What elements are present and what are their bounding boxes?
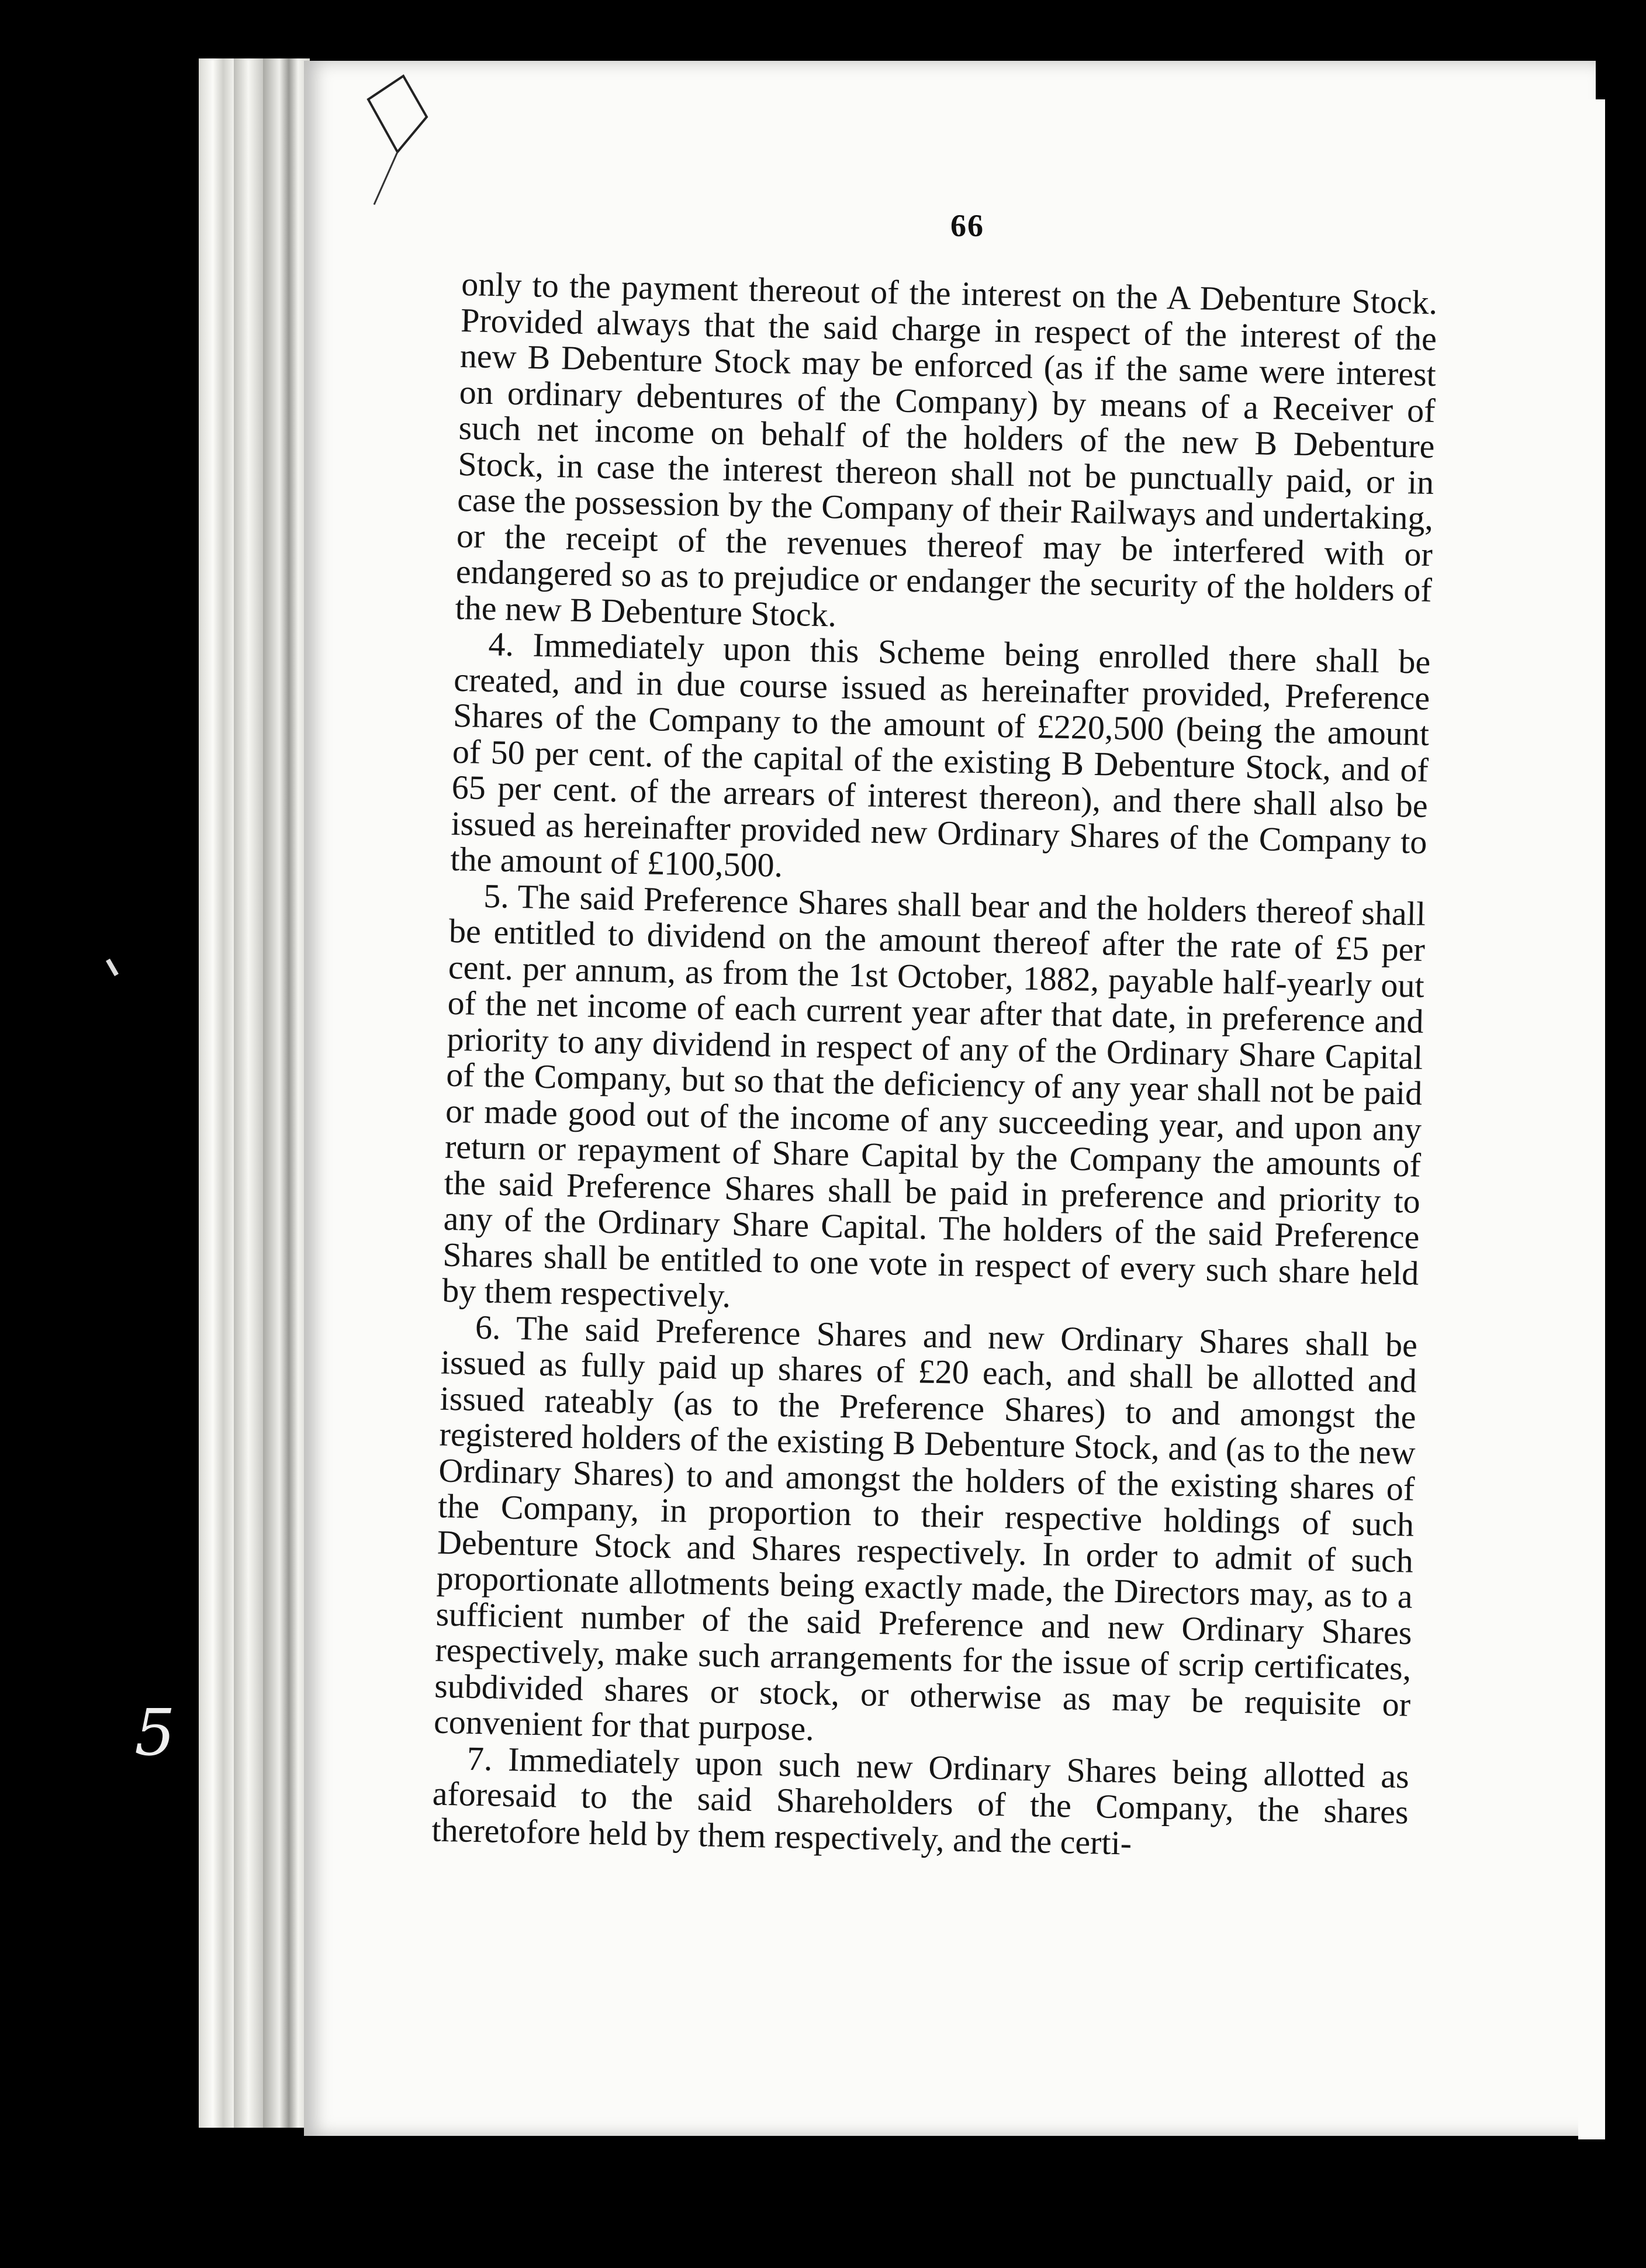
margin-tick-mark <box>106 959 119 976</box>
page-edge <box>199 58 234 2128</box>
paragraph-clause-5: 5. The said Preference Shares shall bear and the holders thereof shall be entitled to dividend on the amount thereof after the rate of £5 per cent. per annum, as from the 1st October, 1882, payable half-yearly out of the net income of each current year after that date, in preference and priority to any dividend in respect of any of the Ordinary Share Capital of the Company, but so that the deficiency of any year shall not be paid or made good out of the income of any succeeding year, and upon any return or repayment of Share Capital by the Company the amounts of the said Preference Shares shall be paid in preference and priority to any of the Ordinary Share Capital. The holders of the said Preference Shares shall be entitled to one vote in respect of every such share held by them respectively. <box>441 876 1426 1315</box>
paragraph-clause-4: 4. Immediately upon this Scheme being enrolled there shall be created, and in due course issued as hereinafter provided, Preference Shares of the Company to the amount of £220,500 (being the amount of 50 per cent. of the capital of the existing B Debenture Stock, and of 65 per cent. of the arrears of interest thereon), and there shall also be issued as hereinafter provided new Ordinary Shares of the Company to the amount of £100,500. <box>449 625 1431 884</box>
page-right-edge <box>1578 99 1605 2139</box>
paragraph-clause-6: 6. The said Preference Shares and new Ordinary Shares shall be issued as fully paid up shares of £20 each, and shall be allotted and issued rateably (as to the Preference Shares) to and amongst the registered holders of the existing B Debenture Stock, and (as to the new Ordinary Shares) to and amongst the holders of the existing shares of the Company, in proportion to their respective holdings of such Debenture Stock and Shares respectively. In order to admit of such proportionate allotments being exactly made, the Directors may, as to a sufficient number of the said Preference and new Ordinary Shares respectively, make such arrangements for the issue of scrip certificates, subdivided shares or stock, or otherwise as may be requisite or convenient for that purpose. <box>433 1308 1418 1748</box>
paragraph-continuation: only to the payment thereout of the interest on the A Debenture Stock. Provided always that the said charge in respect of the interest of the new B Debenture Stock may be enforced (as if the same were interest on ordinary debentures of the Company) by means of a Receiver of such net income on behalf of the holders of the new B Debenture Stock, in case the interest thereon shall not be punctually paid, or in case the possession by the Company of their Railways and undertaking, or the receipt of the revenues thereof may be interfered with or endangered so as to prejudice or endanger the security of the holders of the new B Debenture Stock. <box>455 265 1438 634</box>
paragraph-clause-7: 7. Immediately upon such new Ordinary Shares being allotted as aforesaid to the said Shareholders of the Company, the shares theretofore held by them respectively, and the certi- <box>431 1739 1410 1862</box>
page-number: 66 <box>950 208 984 243</box>
margin-pencil-note: 5 <box>134 1695 175 1770</box>
corner-pencil-scribble <box>362 64 438 216</box>
body-text <box>431 266 1438 1866</box>
page-edge <box>234 58 263 2128</box>
page-edge <box>263 58 310 2128</box>
